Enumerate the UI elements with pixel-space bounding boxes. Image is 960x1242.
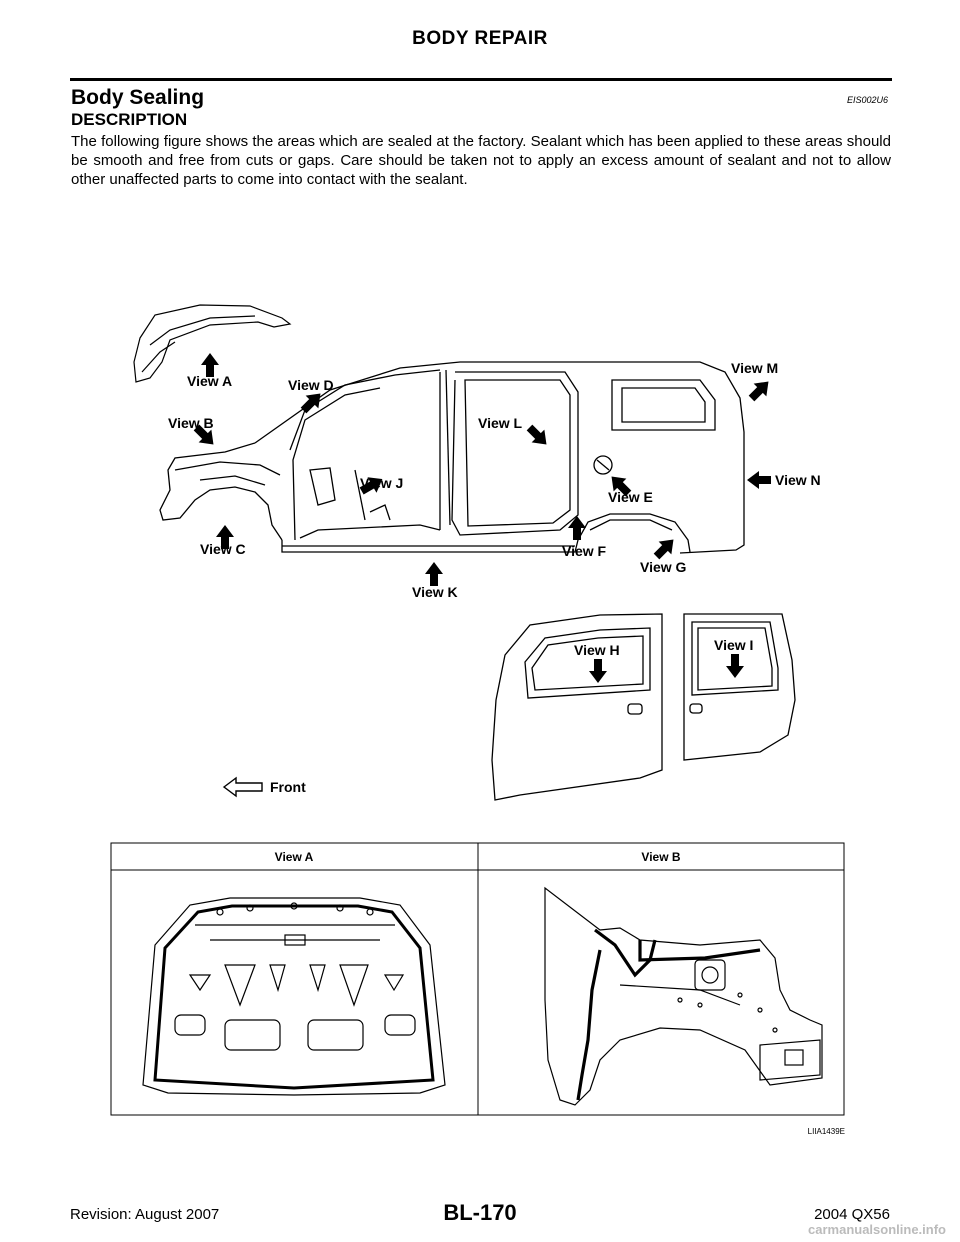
label-view-b: View B bbox=[168, 415, 214, 431]
label-view-e: View E bbox=[608, 489, 653, 505]
label-view-c: View C bbox=[200, 541, 246, 557]
label-view-n: View N bbox=[775, 472, 821, 488]
label-view-h: View H bbox=[574, 642, 620, 658]
label-view-l: View L bbox=[478, 415, 523, 431]
section-code: EIS002U6 bbox=[846, 95, 888, 105]
label-view-j: View J bbox=[360, 475, 404, 491]
label-view-f: View F bbox=[562, 543, 607, 559]
label-view-a: View A bbox=[187, 373, 233, 389]
watermark: carmanualsonline.info bbox=[808, 1222, 946, 1237]
table-head-view-a: View A bbox=[274, 850, 314, 864]
view-b-detail-drawing bbox=[545, 888, 822, 1105]
rear-door bbox=[684, 614, 795, 760]
footer-page-number: BL-170 bbox=[443, 1200, 517, 1225]
footer-model: 2004 QX56 bbox=[814, 1206, 890, 1223]
body-side-structure bbox=[160, 362, 744, 553]
table-head-view-b: View B bbox=[641, 850, 681, 864]
view-arrows bbox=[190, 353, 775, 683]
label-view-g: View G bbox=[640, 559, 687, 575]
figure-code: LIIA1439E bbox=[807, 1127, 845, 1136]
label-view-d: View D bbox=[288, 377, 334, 393]
detail-table bbox=[111, 843, 844, 1115]
label-view-m: View M bbox=[731, 360, 779, 376]
section-title: Body Sealing bbox=[71, 86, 205, 109]
label-front: Front bbox=[270, 779, 306, 795]
label-view-i: View I bbox=[714, 637, 754, 653]
subsection-title: DESCRIPTION bbox=[71, 110, 188, 129]
footer-revision: Revision: August 2007 bbox=[70, 1206, 220, 1223]
label-view-k: View K bbox=[412, 584, 458, 600]
page-header: BODY REPAIR bbox=[412, 28, 548, 49]
description-text: The following figure shows the areas which are sealed at the factory. Sealant which has been applied to these areas should be smooth and free from cuts or gaps. Care should be taken not to apply an excess amount of sealant and not to allow other unaffected parts to come into contact with the sealant. bbox=[71, 133, 891, 188]
front-arrow-icon bbox=[224, 778, 262, 796]
view-a-detail-drawing bbox=[143, 898, 445, 1095]
